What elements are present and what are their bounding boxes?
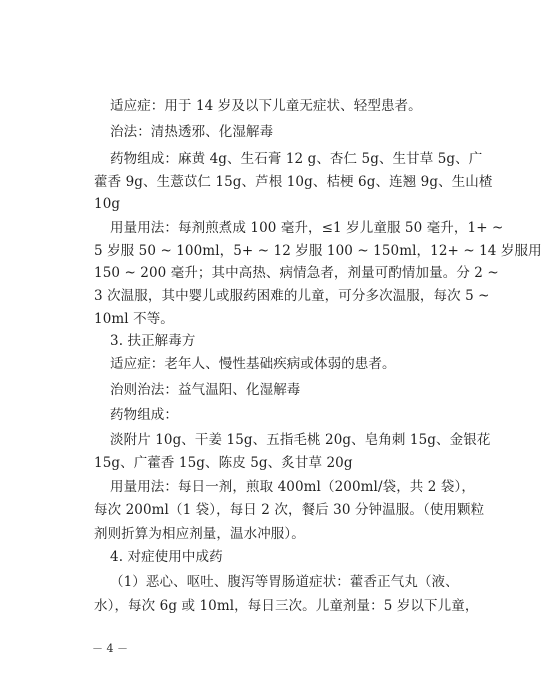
text-line: 治则治法：益气温阳、化湿解毒 bbox=[110, 382, 301, 398]
text-line: 淡附片 10g、干姜 15g、五指毛桃 20g、皂角刺 15g、金银花 bbox=[110, 432, 491, 448]
page-number: － 4 － bbox=[92, 642, 128, 655]
section-heading: 3. 扶正解毒方 bbox=[110, 333, 196, 349]
text-line: 治法：清热透邪、化湿解毒 bbox=[110, 124, 274, 140]
text-line: 每次 200ml（1 袋），每日 2 次，餐后 30 分钟温服。（使用颗粒 bbox=[94, 502, 485, 518]
text-line: 适应症：老年人、慢性基础疾病或体弱的患者。 bbox=[110, 356, 396, 372]
text-line: （1）恶心、呕吐、腹泻等胃肠道症状：藿香正气丸（液、 bbox=[110, 574, 459, 590]
text-line: 用量用法：每日一剂，煎取 400ml（200ml/袋，共 2 袋）， bbox=[110, 479, 475, 495]
text-line: 水），每次 6g 或 10ml，每日三次。儿童剂量：5 岁以下儿童， bbox=[94, 598, 479, 614]
text-line: 药物组成： bbox=[110, 407, 178, 423]
text-line: 15g、广藿香 15g、陈皮 5g、炙甘草 20g bbox=[94, 455, 353, 471]
text-line: 5 岁服 50 ~ 100ml，5+ ~ 12 岁服 100 ~ 150ml，12+ ~ 14 岁服用 bbox=[94, 243, 542, 259]
section-heading: 4. 对症使用中成药 bbox=[110, 549, 223, 565]
text-line: 150 ~ 200 毫升；其中高热、病情急者，剂量可酌情加量。分 2 ~ bbox=[94, 265, 499, 281]
text-line: 适应症：用于 14 岁及以下儿童无症状、轻型患者。 bbox=[110, 98, 422, 114]
text-line: 剂则折算为相应剂量，温水冲服）。 bbox=[94, 526, 305, 542]
text-line: 10ml 不等。 bbox=[94, 311, 174, 327]
text-line: 3 次温服，其中婴儿或服药困难的儿童，可分多次温服，每次 5 ~ bbox=[94, 288, 490, 304]
text-line: 10g bbox=[94, 196, 121, 212]
text-line: 用量用法：每剂煎煮成 100 毫升，≤1 岁儿童服 50 毫升，1+ ~ bbox=[110, 220, 504, 236]
text-line: 药物组成：麻黄 4g、生石膏 12 g、杏仁 5g、生甘草 5g、广 bbox=[110, 151, 483, 167]
text-line: 藿香 9g、生薏苡仁 15g、芦根 10g、桔梗 6g、连翘 9g、生山楂 bbox=[94, 174, 493, 190]
